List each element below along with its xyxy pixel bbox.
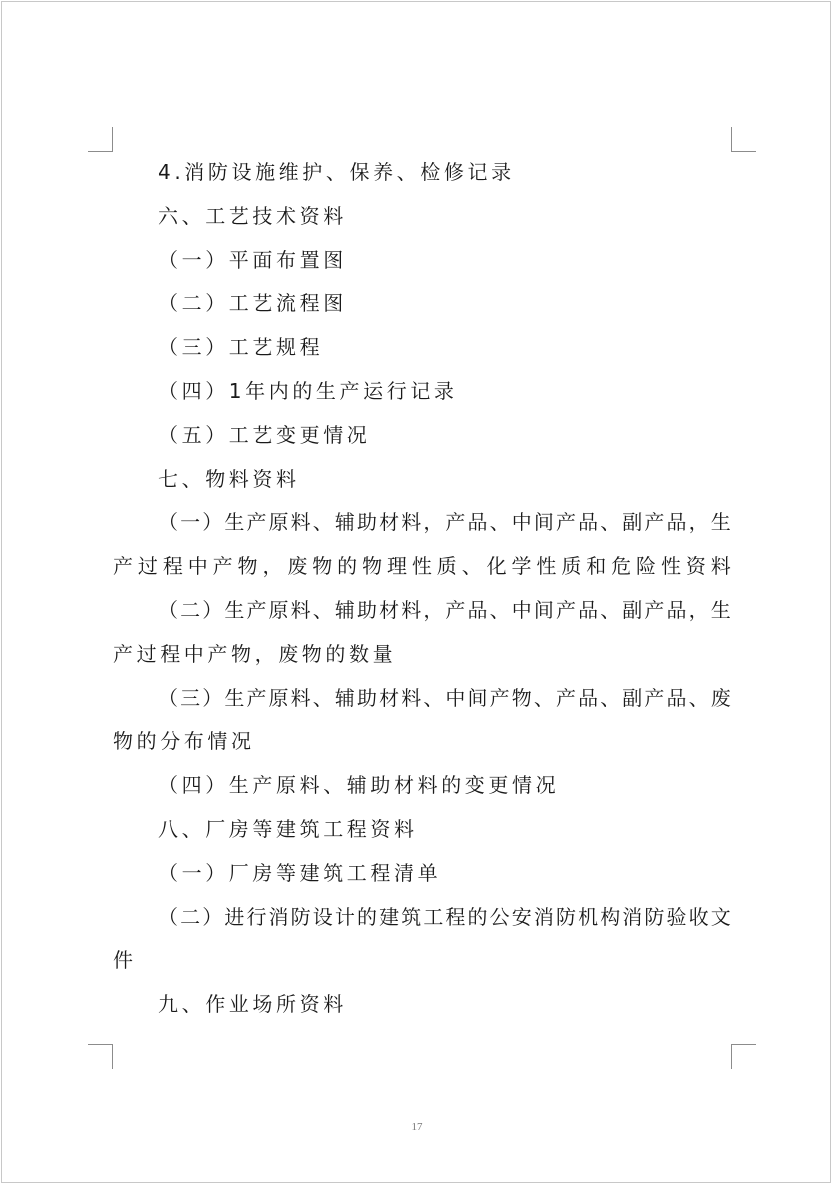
crop-mark-bottom-right (731, 1044, 756, 1069)
list-item: （三）工艺规程 (158, 335, 324, 360)
list-item: （ 二 ） 生 产 原 料 、 辅 助 材 料 ， 产 品 、 中 间 产 品 、 副 产 品 ， 生 (158, 597, 731, 622)
list-item: （四）生产原料、辅助材料的变更情况 (158, 773, 560, 798)
crop-mark-bottom-left (88, 1044, 113, 1069)
list-item: 4.消防设施维护、保养、检修记录 (158, 160, 515, 184)
list-item: （ 二 ） 进 行 消 防 设 计 的 建 筑 工 程 的 公 安 消 防 机 构 消 防 验 收 文 (158, 904, 731, 929)
section-heading: 九、作业场所资料 (158, 992, 347, 1017)
list-item: （二）工艺流程图 (158, 291, 347, 316)
crop-mark-top-left (88, 127, 113, 152)
list-item: （四）1年内的生产运行记录 (158, 378, 458, 403)
list-item: （ 三 ） 生 产 原 料 、 辅 助 材 料 、 中 间 产 物 、 产 品 、 副 产 品 、 废 (158, 685, 731, 710)
crop-mark-top-right (731, 127, 756, 152)
section-heading: 八、厂房等建筑工程资料 (158, 816, 418, 841)
list-item-continuation: 件 (113, 948, 137, 973)
page-number: 17 (411, 1121, 423, 1133)
document-body (113, 151, 731, 1027)
section-heading: 六、工艺技术资料 (158, 203, 347, 228)
list-item: （一）厂房等建筑工程清单 (158, 860, 442, 885)
list-item: （一）平面布置图 (158, 247, 347, 272)
list-item: （ 一 ） 生 产 原 料 、 辅 助 材 料 ， 产 品 、 中 间 产 品 、 副 产 品 ， 生 (158, 510, 731, 535)
list-item-continuation: 产过程中产物，废物的数量 (113, 641, 397, 666)
list-item-continuation: 产 过 程 中 产 物 ， 废 物 的 物 理 性 质 、 化 学 性 质 和 危 险 性 资 料 (113, 554, 731, 579)
section-heading: 七、物料资料 (158, 466, 300, 491)
list-item-continuation: 物的分布情况 (113, 729, 255, 754)
list-item: （五）工艺变更情况 (158, 422, 371, 447)
